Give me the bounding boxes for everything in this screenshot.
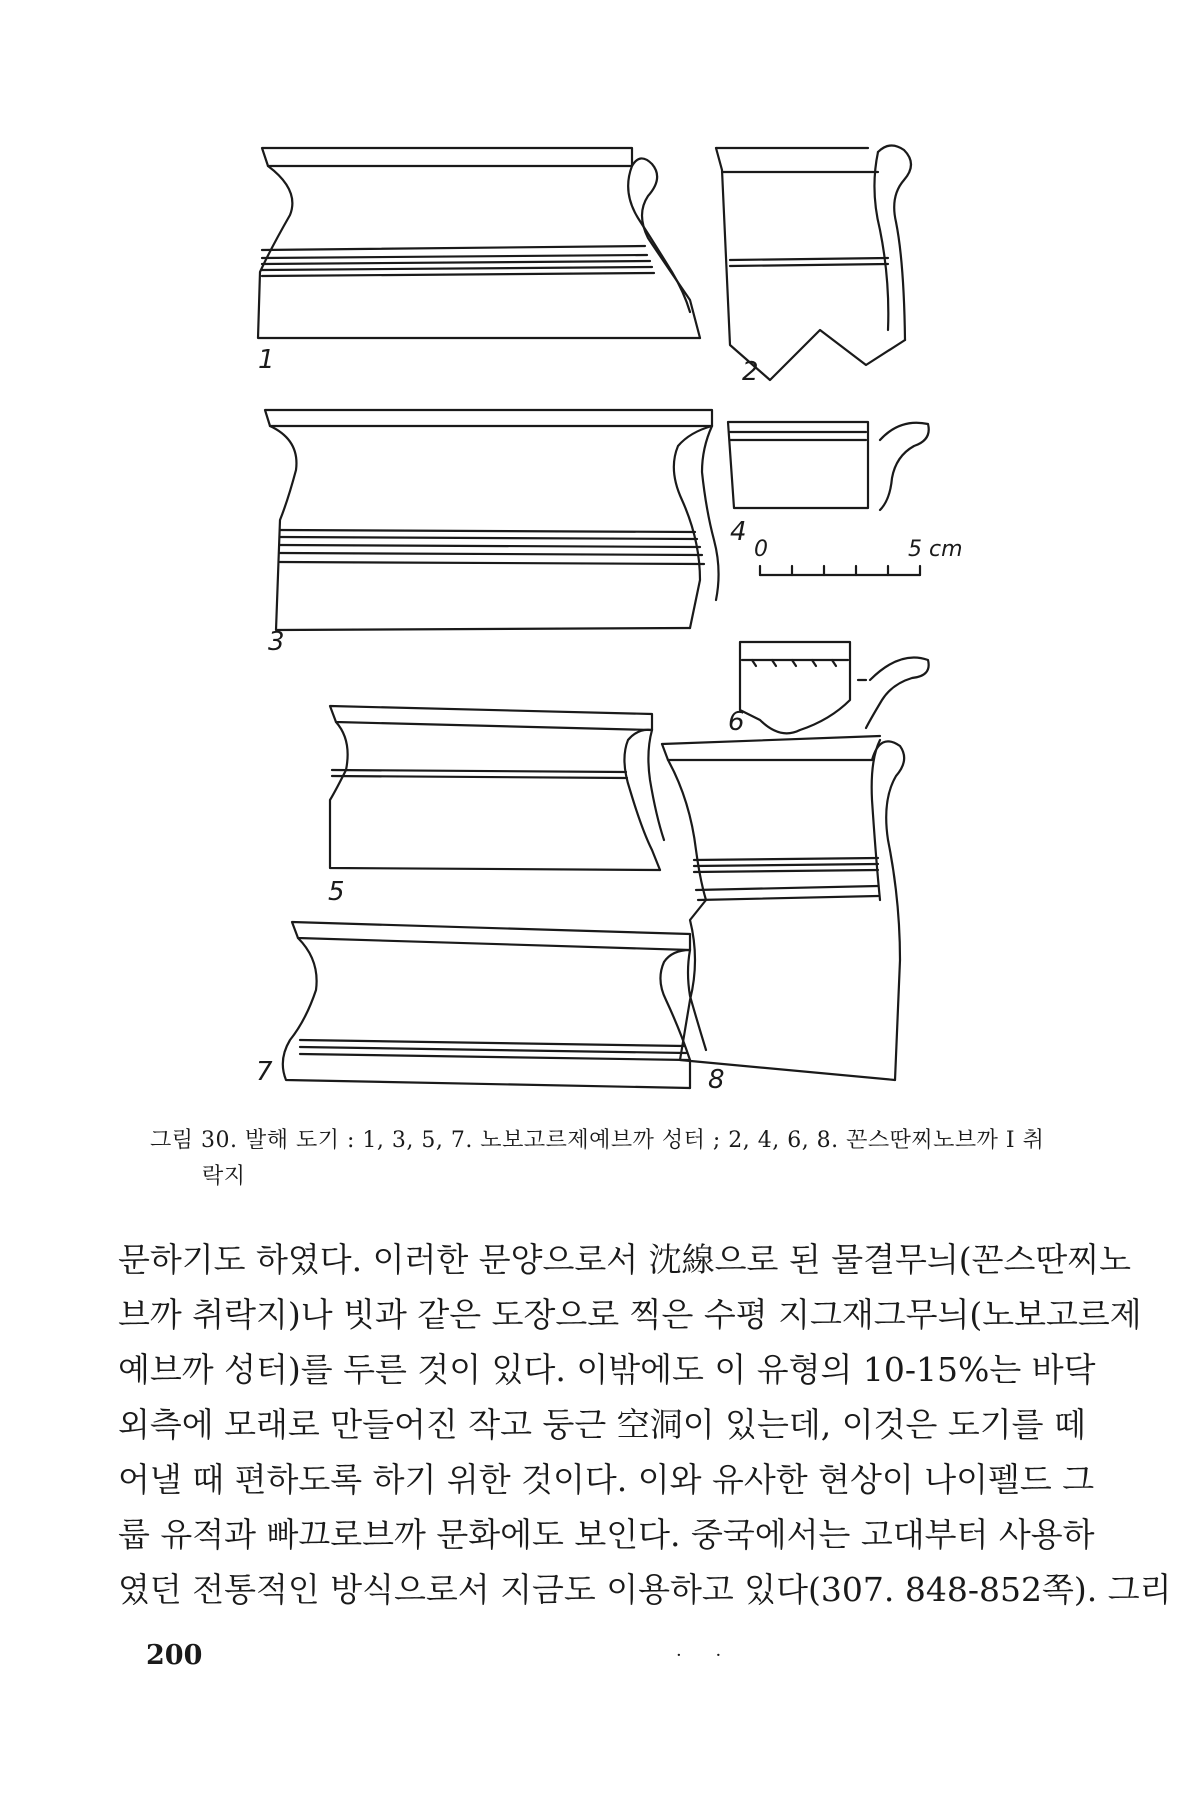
body-line-5: 어낼 때 편하도록 하기 위한 것이다. 이와 유사한 현상이 나이펠드 그 [118, 1460, 1095, 1499]
sherd-label-7: 7 [256, 1057, 273, 1087]
sherd-6-drawing [740, 642, 929, 733]
scale-start-label: 0 [754, 537, 768, 562]
body-line-1: 문하기도 하였다. 이러한 문양으로서 沈線으로 된 물결무늬(꼰스딴찌노 [118, 1240, 1132, 1279]
sherd-label-6: 6 [728, 707, 745, 737]
body-line-6: 룹 유적과 빠끄로브까 문화에도 보인다. 중국에서는 고대부터 사용하 [118, 1515, 1095, 1554]
body-line-3: 예브까 성터)를 두른 것이 있다. 이밖에도 이 유형의 10-15%는 바닥 [118, 1350, 1096, 1389]
sherd-2-drawing [716, 145, 911, 380]
body-line-2: 브까 취락지)나 빗과 같은 도장으로 찍은 수평 지그재그무늬(노보고르제 [118, 1295, 1142, 1334]
sherd-7-drawing [283, 922, 706, 1088]
sherd-label-5: 5 [328, 877, 345, 907]
sherd-1-drawing [258, 148, 700, 338]
caption-line-1: 그림 30. 발해 도기 : 1, 3, 5, 7. 노보고르제예브까 성터 ; 2, 4, 6, 8. 꼰스딴찌노브까 I 취 [150, 1128, 1045, 1153]
sherd-label-1: 1 [258, 345, 275, 375]
sherd-4-drawing [728, 422, 929, 510]
caption-line-2: 락지 [202, 1164, 246, 1189]
body-paragraph [118, 1232, 1172, 1617]
body-line-4: 외측에 모래로 만들어진 작고 둥근 空洞이 있는데, 이것은 도기를 떼 [118, 1405, 1086, 1444]
scan-specks: · · [676, 1645, 736, 1666]
sherd-3-drawing [265, 410, 719, 630]
sherd-label-2: 2 [742, 357, 759, 387]
sherd-5-drawing [330, 706, 664, 870]
figure-caption [150, 1123, 1050, 1195]
sherd-label-8: 8 [708, 1065, 725, 1090]
body-line-7: 였던 전통적인 방식으로서 지금도 이용하고 있다(307. 848-852쪽). 그리 [118, 1570, 1172, 1609]
scale-end-label: 5 cm [908, 537, 963, 562]
scale-bar [760, 566, 920, 575]
sherd-label-4: 4 [730, 517, 747, 547]
page-number: 200 [146, 1640, 203, 1671]
sherd-label-3: 3 [268, 627, 285, 657]
